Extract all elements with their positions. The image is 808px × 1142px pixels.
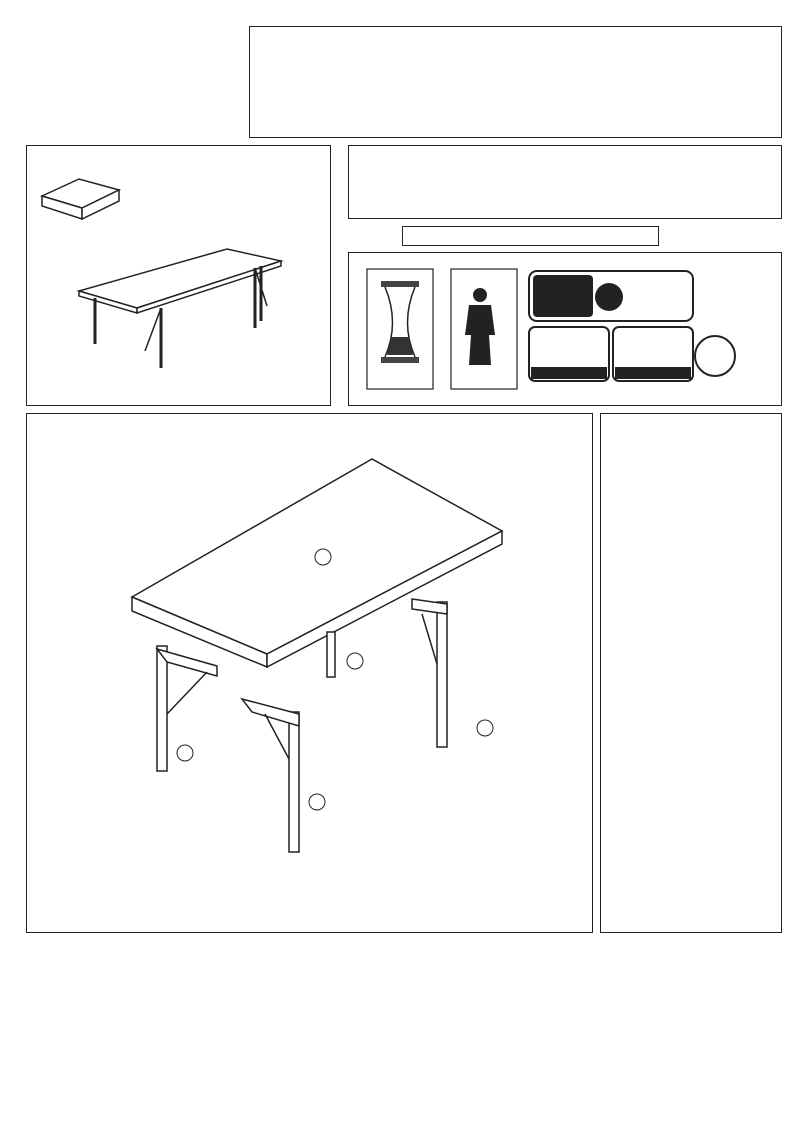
recycle-arrow-icon — [595, 283, 623, 311]
two-persons-icon — [451, 269, 517, 389]
assembly-advice — [600, 413, 782, 933]
hourglass-icon — [367, 269, 433, 389]
package-illustration — [26, 145, 331, 406]
recycle-info — [529, 271, 735, 381]
header-languages — [249, 26, 782, 138]
product-title — [348, 145, 782, 219]
triman-icon — [695, 336, 735, 376]
exploded-view — [26, 413, 593, 933]
table-exploded-drawing — [27, 414, 591, 931]
boxes-and-table-icon — [27, 146, 329, 404]
document-date — [402, 226, 659, 246]
info-pictograms — [348, 252, 782, 406]
